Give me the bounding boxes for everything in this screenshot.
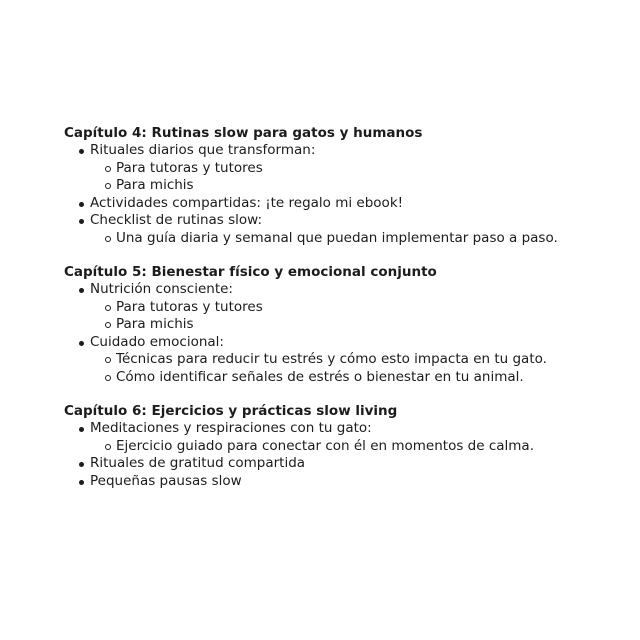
chapter-6 (64, 402, 624, 490)
sub-list-item (64, 351, 624, 369)
sub-list-item-text: Ejercicio guiado para conectar con él en momentos de calma. (116, 437, 534, 454)
bullet-dot-icon (79, 202, 84, 207)
bullet-dot-icon (79, 219, 84, 224)
list-item-text: Meditaciones y respiraciones con tu gato: (90, 420, 372, 436)
sub-list-item-text: Una guía diaria y semanal que puedan implementar paso a paso. (116, 229, 558, 246)
sub-list-item (64, 369, 624, 387)
list-item (64, 473, 624, 491)
sub-list-item-text: Para tutoras y tutores (116, 298, 263, 315)
sub-list-item (64, 177, 624, 195)
list-item-text: Rituales de gratitud compartida (90, 455, 306, 471)
chapter-title: Capítulo 6: Ejercicios y prácticas slow living (64, 403, 398, 419)
sub-list-item (64, 299, 624, 317)
sub-list-item (64, 230, 624, 248)
sub-list-item-text: Técnicas para reducir tu estrés y cómo esto impacta en tu gato. (116, 351, 547, 367)
list-item (64, 195, 624, 213)
sub-list-item-text: Para michis (116, 177, 194, 193)
bullet-dot-icon (79, 480, 84, 485)
chapter-5 (64, 263, 624, 386)
bullet-dot-icon (79, 288, 84, 293)
document-page (64, 124, 624, 506)
bullet-circle-icon (105, 166, 111, 172)
bullet-circle-icon (105, 236, 111, 242)
bullet-circle-icon (105, 183, 111, 189)
sub-list-item (64, 316, 624, 334)
bullet-dot-icon (79, 427, 84, 432)
list-item-text: Pequeñas pausas slow (90, 472, 242, 489)
chapter-4 (64, 124, 624, 247)
bullet-circle-icon (105, 305, 111, 311)
list-item-text: Rituales diarios que transforman: (90, 142, 316, 158)
list-item (64, 142, 624, 160)
sub-list-item-text: Cómo identificar señales de estrés o bienestar en tu animal. (116, 368, 524, 385)
bullet-circle-icon (105, 357, 111, 363)
chapter-list (64, 281, 624, 386)
bullet-dot-icon (79, 149, 84, 154)
bullet-dot-icon (79, 341, 84, 346)
list-item (64, 212, 624, 230)
list-item (64, 455, 624, 473)
bullet-dot-icon (79, 462, 84, 467)
sub-list-item-text: Para tutoras y tutores (116, 159, 263, 176)
sub-list-item-text: Para michis (116, 316, 194, 332)
chapter-title: Capítulo 5: Bienestar físico y emocional conjunto (64, 264, 437, 280)
list-item (64, 420, 624, 438)
sub-list-item (64, 160, 624, 178)
sub-list-item (64, 438, 624, 456)
list-item (64, 281, 624, 299)
bullet-circle-icon (105, 444, 111, 450)
chapter-list (64, 142, 624, 247)
list-item-text: Cuidado emocional: (90, 333, 224, 350)
chapter-list (64, 420, 624, 490)
list-item-text: Nutrición consciente: (90, 281, 233, 297)
list-item (64, 334, 624, 352)
chapter-title: Capítulo 4: Rutinas slow para gatos y humanos (64, 125, 423, 141)
list-item-text: Checklist de rutinas slow: (90, 212, 263, 228)
bullet-circle-icon (105, 375, 111, 381)
list-item-text: Actividades compartidas: ¡te regalo mi ebook! (90, 194, 404, 211)
bullet-circle-icon (105, 322, 111, 328)
